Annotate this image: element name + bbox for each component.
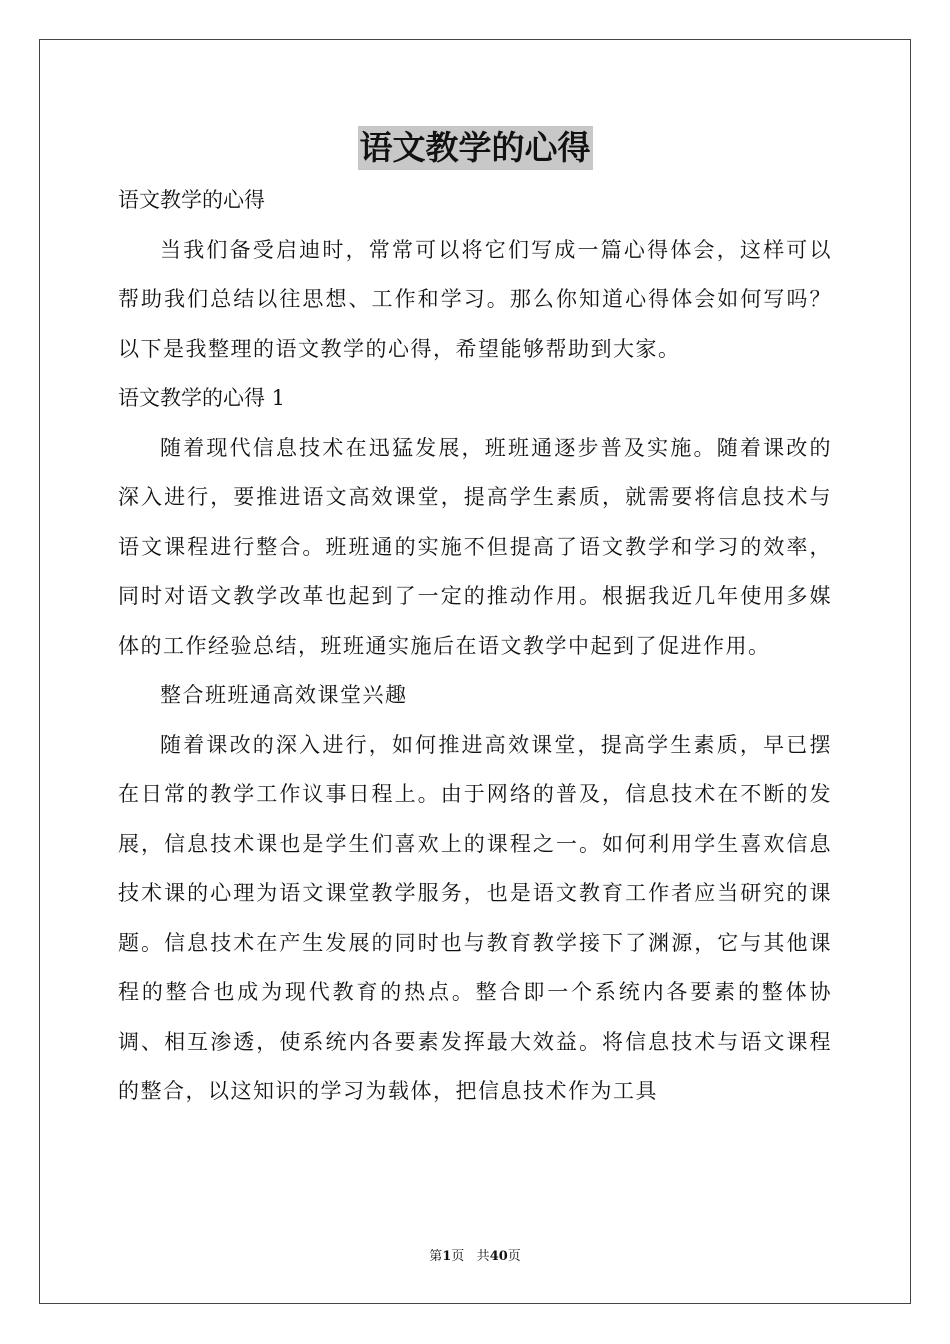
page-prefix: 第 bbox=[429, 1249, 443, 1264]
document-subtitle: 语文教学的心得 bbox=[118, 188, 265, 212]
page-footer bbox=[0, 1249, 950, 1265]
body-paragraph-1: 随着现代信息技术在迅猛发展，班班通逐步普及实施。随着课改的深入进行，要推进语文高效课堂，提高学生素质，就需要将信息技术与语文课程进行整合。班班通的实施不但提高了语文教学和学习的效率，同时对语文教学改革也起到了一定的推动作用。根据我近几年使用多媒体的工作经验总结，班班通实施后在语文教学中起到了促进作用。 bbox=[118, 435, 832, 658]
total-prefix: 共 bbox=[476, 1249, 490, 1264]
document-title: 语文教学的心得 bbox=[358, 126, 593, 170]
total-pages: 40 bbox=[489, 1249, 508, 1264]
section-heading: 语文教学的心得 1 bbox=[118, 386, 286, 410]
intro-paragraph: 当我们备受启迪时，常常可以将它们写成一篇心得体会，这样可以帮助我们总结以往思想、工作和学习。那么你知道心得体会如何写吗？以下是我整理的语文教学的心得，希望能够帮助到大家。 bbox=[118, 237, 832, 361]
body-paragraph-2: 随着课改的深入进行，如何推进高效课堂，提高学生素质，早已摆在日常的教学工作议事日程上。由于网络的普及，信息技术在不断的发展，信息技术课也是学生们喜欢上的课程之一。如何利用学生喜欢信息技术课的心理为语文课堂教学服务，也是语文教育工作者应当研究的课题。信息技术在产生发展的同时也与教育教学接下了渊源，它与其他课程的整合也成为现代教育的热点。整合即一个系统内各要素的整体协调、相互渗透，使系统内各要素发挥最大效益。将信息技术与语文课程的整合，以这知识的学习为载体，把信息技术作为工具 bbox=[118, 732, 832, 1103]
page-number: 1 bbox=[442, 1249, 452, 1264]
total-suffix: 页 bbox=[507, 1249, 521, 1264]
document-body bbox=[118, 176, 832, 1117]
title-container bbox=[0, 126, 950, 170]
page-suffix: 页 bbox=[451, 1249, 465, 1264]
subheading: 整合班班通高效课堂兴趣 bbox=[160, 683, 408, 707]
